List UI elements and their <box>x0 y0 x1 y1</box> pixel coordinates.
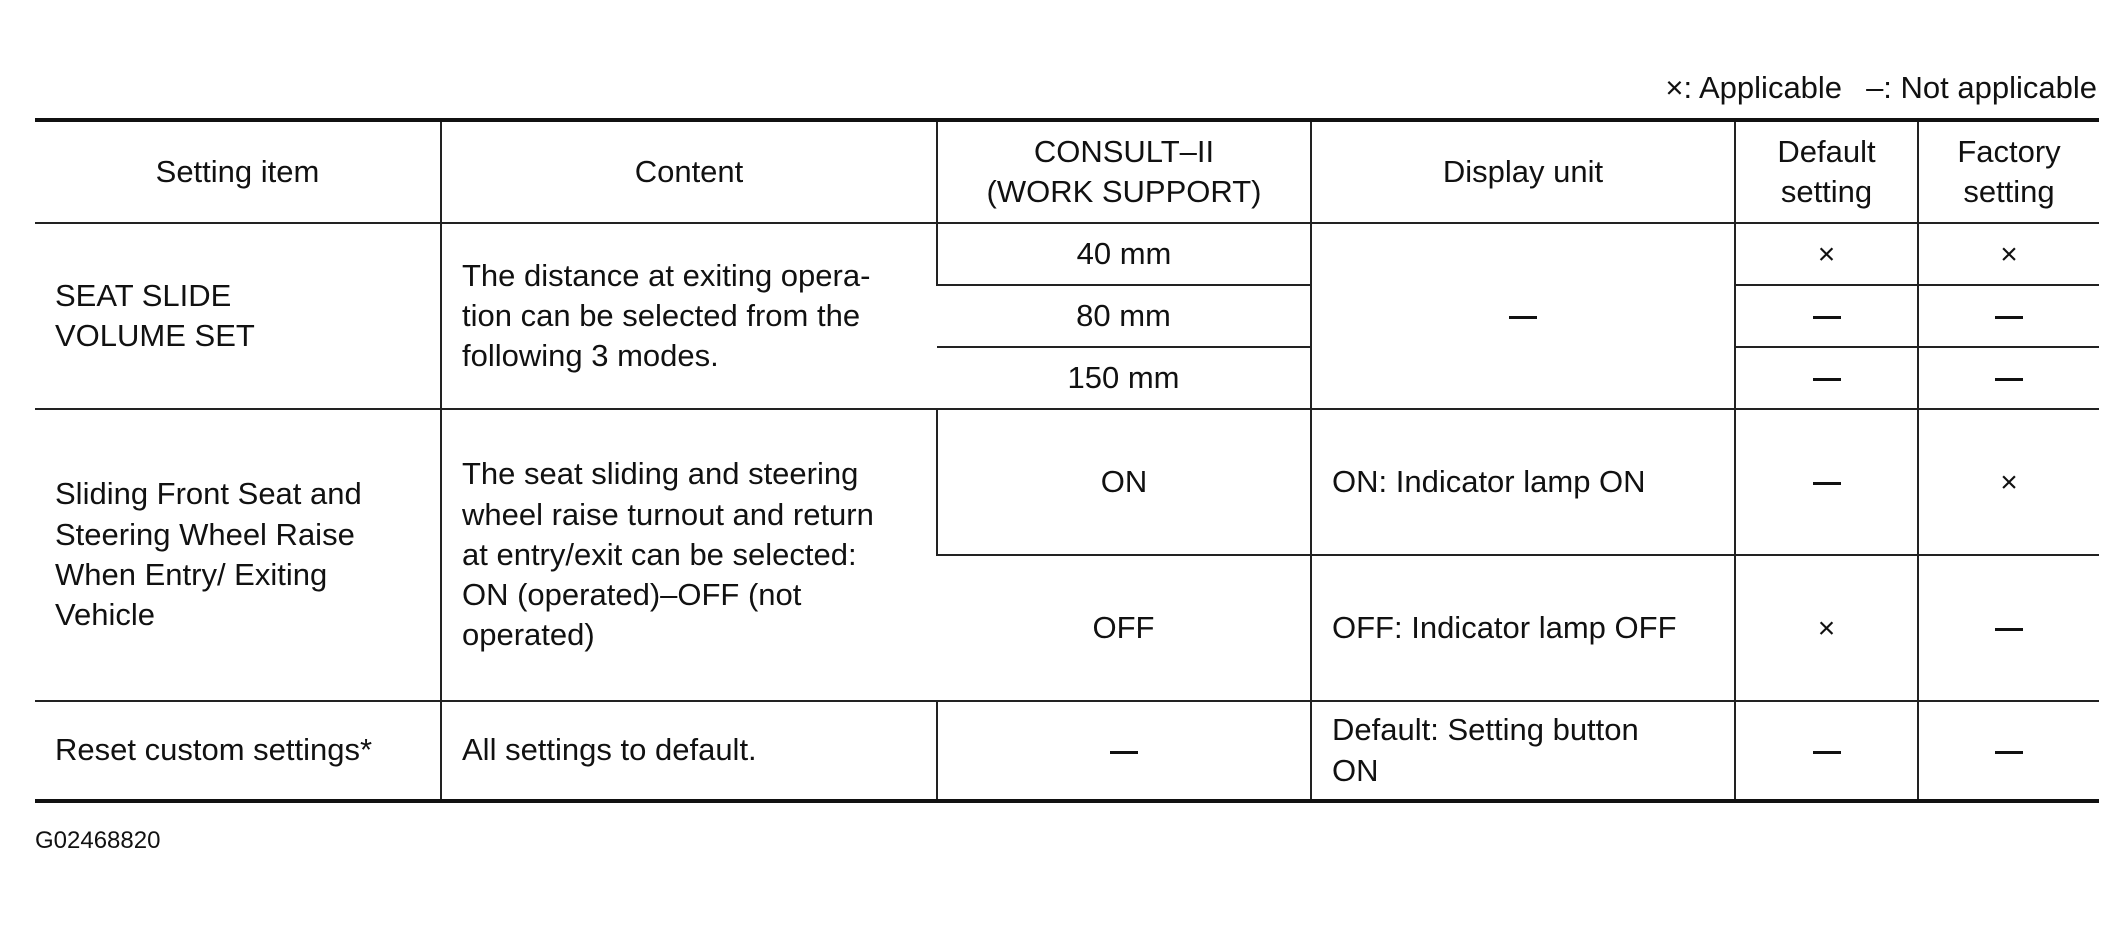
dash-icon <box>1995 316 2023 319</box>
sliding-front-factory-off <box>1918 555 2099 701</box>
sliding-front-item: Sliding Front Seat and Steering Wheel Raise When Entry/ Exiting Vehicle <box>35 409 441 701</box>
legend <box>1665 70 2097 106</box>
seat-slide-display-unit <box>1311 223 1735 409</box>
seat-slide-consult-40: 40 mm <box>937 223 1311 285</box>
seat-slide-consult-150: 150 mm <box>937 347 1311 409</box>
dash-icon <box>1813 378 1841 381</box>
seat-slide-consult-80: 80 mm <box>937 285 1311 347</box>
sliding-front-factory-on <box>1918 409 2099 555</box>
seat-slide-item: SEAT SLIDE VOLUME SET <box>35 223 441 409</box>
reset-content: All settings to default. <box>441 701 937 801</box>
header-display-unit: Display unit <box>1311 120 1735 223</box>
table-row <box>35 701 2099 801</box>
header-default-setting: Default setting <box>1735 120 1918 223</box>
header-row <box>35 120 2099 223</box>
header-consult: CONSULT–II (WORK SUPPORT) <box>937 120 1311 223</box>
cross-icon: × <box>2000 237 2018 271</box>
reset-item: Reset custom settings* <box>35 701 441 801</box>
sliding-front-content: The seat sliding and steering wheel raise turnout and return at entry/exit can be selected: ON (operated)–OFF (not operated) <box>441 409 937 701</box>
cross-icon: × <box>1817 611 1836 645</box>
seat-slide-default-40 <box>1735 223 1918 285</box>
dash-icon <box>1995 751 2023 754</box>
header-setting-item: Setting item <box>35 120 441 223</box>
legend-applicable: ×: Applicable <box>1665 70 1843 105</box>
reset-consult <box>937 701 1311 801</box>
sliding-front-display-on: ON: Indicator lamp ON <box>1311 409 1735 555</box>
sliding-front-default-on <box>1735 409 1918 555</box>
dash-icon <box>1110 751 1138 754</box>
dash-icon <box>1813 751 1841 754</box>
reset-display-unit: Default: Setting button ON <box>1311 701 1735 801</box>
dash-icon <box>1813 316 1841 319</box>
table-row <box>35 223 2099 285</box>
seat-slide-factory-150 <box>1918 347 2099 409</box>
settings-table <box>35 118 2099 803</box>
sliding-front-consult-on: ON <box>937 409 1311 555</box>
header-content: Content <box>441 120 937 223</box>
seat-slide-default-80 <box>1735 285 1918 347</box>
sliding-front-default-off <box>1735 555 1918 701</box>
sliding-front-consult-off: OFF <box>937 555 1311 701</box>
sliding-front-display-off: OFF: Indicator lamp OFF <box>1311 555 1735 701</box>
dash-icon <box>1509 316 1537 319</box>
figure-id: G02468820 <box>35 827 161 854</box>
legend-not-applicable: –: Not applicable <box>1866 70 2097 105</box>
seat-slide-factory-80 <box>1918 285 2099 347</box>
reset-default <box>1735 701 1918 801</box>
seat-slide-factory-40 <box>1918 223 2099 285</box>
seat-slide-content: The distance at exiting opera- tion can be selected from the following 3 modes. <box>441 223 937 409</box>
table-row <box>35 409 2099 555</box>
dash-icon <box>1995 628 2023 631</box>
cross-icon: × <box>2000 465 2018 499</box>
header-factory-setting: Factory setting <box>1918 120 2099 223</box>
seat-slide-default-150 <box>1735 347 1918 409</box>
dash-icon <box>1813 482 1841 485</box>
reset-factory <box>1918 701 2099 801</box>
dash-icon <box>1995 378 2023 381</box>
cross-icon: × <box>1817 237 1836 271</box>
